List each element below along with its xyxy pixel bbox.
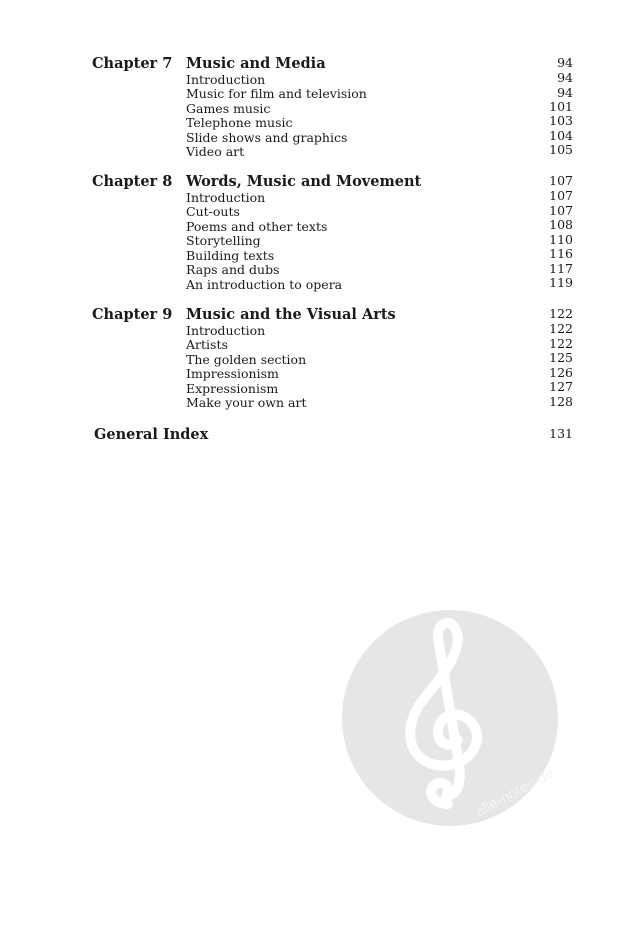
toc-page: 117 xyxy=(549,261,573,276)
chapter-title: Music and Media xyxy=(186,55,326,72)
toc-page: 122 xyxy=(549,336,573,351)
chapter-title: Words, Music and Movement xyxy=(186,173,422,190)
toc-page: 94 xyxy=(557,85,573,100)
toc-page: 119 xyxy=(549,275,573,290)
chapter-label: Chapter 9 xyxy=(92,306,173,323)
toc-page: 116 xyxy=(549,246,573,261)
toc-page: 107 xyxy=(549,203,573,218)
toc-entry: Make your own art xyxy=(186,395,307,410)
toc-entry: Raps and dubs xyxy=(186,262,280,277)
toc-page: 110 xyxy=(549,232,573,247)
toc-page: 104 xyxy=(549,128,573,143)
toc-entry: Cut-outs xyxy=(186,204,240,219)
toc-entry: Introduction xyxy=(186,72,266,87)
toc-entry: Storytelling xyxy=(186,233,261,248)
watermark-text: alle-noten.de xyxy=(472,764,558,821)
toc-page: 103 xyxy=(549,113,573,128)
chapter-page: 122 xyxy=(549,306,573,321)
toc-entry: Expressionism xyxy=(186,381,279,396)
watermark-logo xyxy=(340,608,560,828)
toc-page: 107 xyxy=(549,188,573,203)
toc-entry: Video art xyxy=(186,144,245,159)
toc-entry: Impressionism xyxy=(186,366,279,381)
chapter-page: 107 xyxy=(549,173,573,188)
toc-entry: Games music xyxy=(186,101,271,116)
toc-entry: Telephone music xyxy=(186,115,293,130)
toc-page: 101 xyxy=(549,99,573,114)
toc-entry: Poems and other texts xyxy=(186,219,328,234)
toc-entry: Introduction xyxy=(186,190,266,205)
toc-entry: Slide shows and graphics xyxy=(186,130,348,145)
toc-page: 122 xyxy=(549,321,573,336)
chapter-label: Chapter 7 xyxy=(92,55,173,72)
general-index-page: 131 xyxy=(549,426,573,441)
toc-entry: An introduction to opera xyxy=(186,277,343,292)
chapter-title: Music and the Visual Arts xyxy=(186,306,396,323)
toc-page: 126 xyxy=(549,365,573,380)
general-index-label: General Index xyxy=(94,426,209,443)
toc-page: 128 xyxy=(549,394,573,409)
toc-page: 125 xyxy=(549,350,573,365)
toc-page: 94 xyxy=(557,70,573,85)
toc-entry: Artists xyxy=(186,337,228,352)
toc-page: 105 xyxy=(549,142,573,157)
toc-entry: Music for film and television xyxy=(186,86,367,101)
toc-page: 127 xyxy=(549,379,573,394)
chapter-page: 94 xyxy=(557,55,573,70)
chapter-label: Chapter 8 xyxy=(92,173,173,190)
toc-page: 108 xyxy=(549,217,573,232)
toc-entry: The golden section xyxy=(186,352,307,367)
toc-entry: Building texts xyxy=(186,248,275,263)
toc-entry: Introduction xyxy=(186,323,266,338)
